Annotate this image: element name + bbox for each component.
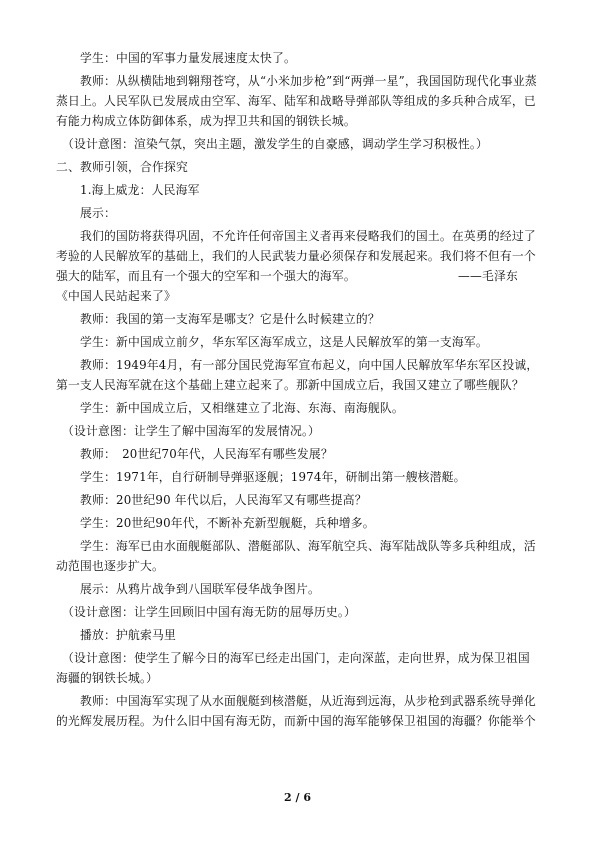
paragraph: 二、教师引领，合作探究 [56, 160, 188, 174]
paragraph: 教师：1949年4月，有一部分国民党海军宣布起义，向中国人民解放军华东军区投诚，第一支人民海军就在这个基础上建立起来了。那新中国成立后，我国又建立了哪些舰队？ [56, 358, 539, 392]
paragraph: 学生：新中国成立后，又相继建立了北海、东海、南海舰队。 [80, 401, 404, 415]
paragraph: （设计意图：让学生回顾旧中国有海无防的屈辱历史。） [62, 605, 357, 619]
paragraph: 展示：从鸦片战争到八国联军侵华战争图片。 [80, 582, 320, 596]
paragraph: （设计意图：使学生了解今日的海军已经走出国门，走向深蓝，走向世界，成为保卫祖国海疆的钢铁长城。） [56, 651, 530, 685]
paragraph: 播放：护航索马里 [80, 628, 176, 642]
paragraph: 我们的国防将获得巩固，不允许任何帝国主义者再来侵略我们的国土。在英勇的经过了考验的人民解放军的基础上，我们的人民武装力量必须保存和发展起来。我们将不但有一个强大的陆军，而且有一个强大的空军和一个强大的海军。 ——毛泽东《中国人民站起来了》 [56, 229, 536, 303]
paragraph: 1.海上威龙：人民海军 [80, 183, 200, 197]
paragraph: 学生：1971年，自行研制导弹驱逐舰；1974年，研制出第一艘核潜艇。 [80, 470, 466, 484]
paragraph: 学生：新中国成立前夕，华东军区海军成立，这是人民解放军的第一支海军。 [80, 335, 488, 349]
paragraph: 学生：20世纪90年代，不断补充新型舰艇，兵种增多。 [80, 516, 375, 530]
paragraph: 学生：海军已由水面舰艇部队、潜艇部队、海军航空兵、海军陆战队等多兵种组成，活动范围也逐步扩大。 [56, 539, 536, 573]
paragraph: （设计意图：渲染气氛，突出主题，激发学生的自豪感，调动学生学习积极性。） [62, 137, 488, 151]
paragraph: 教师： 20世纪70年代，人民海军有哪些发展？ [80, 447, 333, 461]
document-body [56, 48, 539, 734]
paragraph: 学生：中国的军事力量发展速度太快了。 [80, 51, 296, 65]
paragraph: 教师：我国的第一支海军是哪支？它是什么时候建立的？ [80, 312, 380, 326]
paragraph: 教师：20世纪90 年代以后，人民海军又有哪些提高？ [80, 493, 367, 507]
paragraph: 教师：从纵横陆地到翱翔苍穹，从“小米加步枪”到“两弹一星”，我国国防现代化事业蒸蒸日上。人民军队已发展成由空军、海军、陆军和战略导弹部队等组成的多兵种合成军，已有能力构成立体防御体系，成为捍卫共和国的钢铁长城。 [56, 74, 537, 128]
paragraph: 教师：中国海军实现了从水面舰艇到核潜艇，从近海到远海，从步枪到武器系统导弹化的光辉发展历程。为什么旧中国有海无防，而新中国的海军能够保卫祖国的海疆？你能举个 [56, 694, 536, 728]
page-number: 2 / 6 [284, 791, 311, 804]
paragraph: 展示： [80, 206, 116, 220]
paragraph: （设计意图：让学生了解中国海军的发展情况。） [62, 424, 321, 438]
